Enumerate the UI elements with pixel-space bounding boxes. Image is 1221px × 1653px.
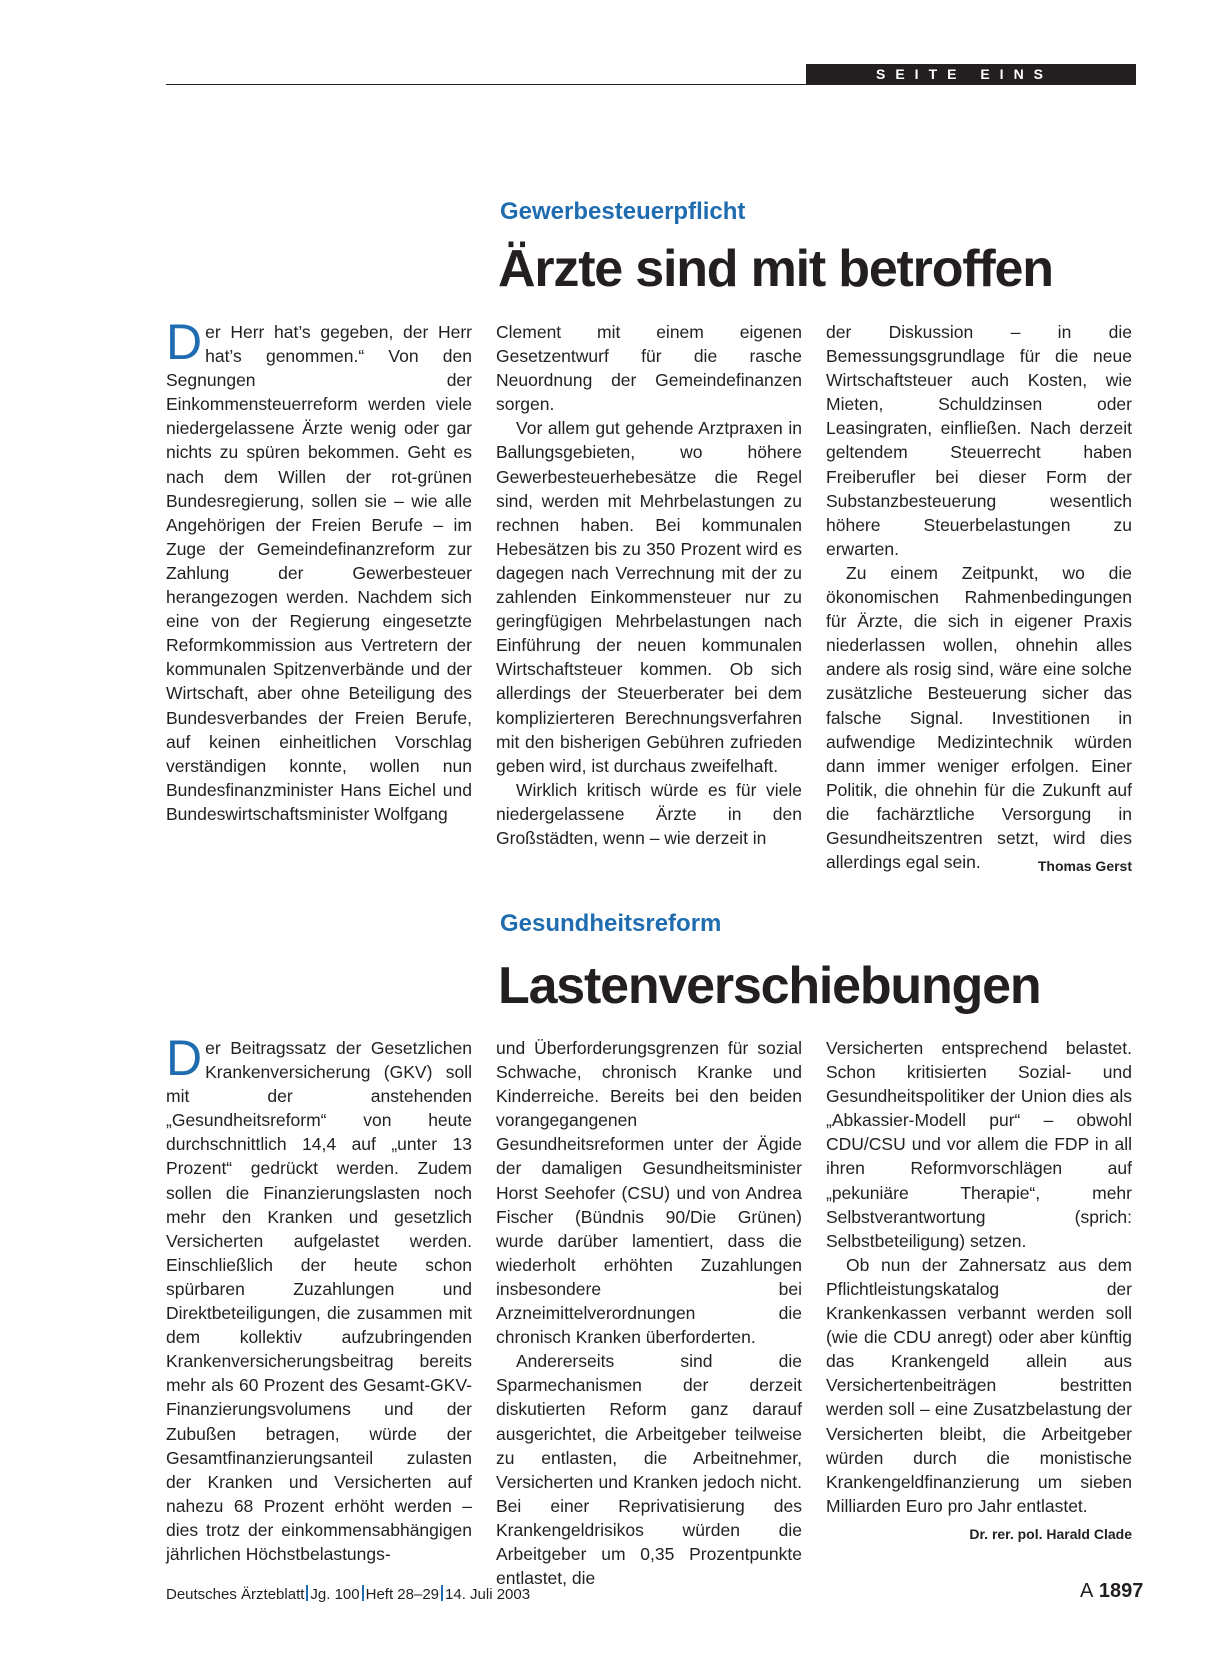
paragraph: Andererseits sind die Sparmechanismen der derzeit diskutierten Reform ganz darauf ausgerichtet, die Arbeitgeber teilweise zu entlasten, die Arbeitnehmer, Versicherten und Kranken jedoch nicht. Bei einer Reprivatisierung des Krankengeldrisikos würden die Arbeitgeber um 0,35 Prozentpunkte entlastet, die (496, 1351, 802, 1589)
volume: Jg. 100 (310, 1586, 360, 1603)
article1-col1-text: er Herr hat’s gegeben, der Herr hat’s genommen.“ Von den Segnungen der Einkommensteuerreform werden viele niedergelassene Ärzte wenig oder gar nichts zu spüren bekommen. Geht es nach dem Willen der rot-grünen Bundesregierung, sollen sie – wie alle Angehörigen der Freien Berufe – im Zuge der Gemeindefinanzreform zur Zahlung der Gewerbesteuer herangezogen werden. Nachdem sich eine von der Regierung eingesetzte Reformkommission aus Vertretern der kommunalen Spitzenverbände und der Wirtschaft, aber ohne Beteiligung des Bundesverbandes der Freien Berufe, auf keinen einheitlichen Vorschlag verständigen konnte, wollen nun Bundesfinanzminister Hans Eichel und Bundeswirtschaftsminister Wolfgang (166, 322, 472, 824)
issue: Heft 28–29 (365, 1586, 440, 1603)
article1-author: Thomas Gerst (1037, 858, 1132, 875)
issue-date: 14. Juli 2003 (445, 1586, 531, 1603)
section-label: SEITE EINS (806, 64, 1136, 85)
article1-column-2 (496, 320, 802, 850)
article2-column-3 (826, 1036, 1132, 1546)
article1-kicker: Gewerbesteuerpflicht (500, 198, 746, 225)
article2-author: Dr. rer. pol. Harald Clade (969, 1525, 1132, 1542)
page-number (1080, 1580, 1143, 1603)
footer-separator (362, 1585, 364, 1601)
footer-citation (166, 1585, 530, 1603)
article2-column-1 (166, 1030, 472, 1566)
article2-dropcap: D (166, 1030, 203, 1086)
article1-column-3 (826, 320, 1132, 878)
journal-name: Deutsches Ärzteblatt (166, 1586, 305, 1603)
paragraph: der Diskussion – in die Bemessungsgrundlage für die neue Wirtschaftsteuer auch Kosten, wie Mieten, Schuldzinsen oder Leasingraten, einfließen. Nach derzeit geltendem Steuerrecht haben Freiberufler bei dieser Form der Substanzbesteuerung wesentlich höhere Steuerbelastungen zu erwarten. (826, 322, 1132, 559)
paragraph: Zu einem Zeitpunkt, wo die ökonomischen Rahmenbedingungen für Ärzte, die sich in eigener Praxis niederlassen wollen, ohnehin alles andere als rosig sind, wäre eine solche zusätzliche Besteuerung sicher das falsche Signal. Investitionen in aufwendige Medizintechnik würden dann immer weniger erfolgen. Einer Politik, die ohnehin für die Zukunft auf die fachärztliche Versorgung in Gesundheitszentren setzt, wird dies allerdings egal sein. (826, 562, 1132, 873)
article2-column-2 (496, 1036, 802, 1590)
article2-headline: Lastenverschiebungen (498, 957, 1041, 1015)
paragraph: und Überforderungsgrenzen für sozial Schwache, chronisch Kranke und Kinderreiche. Bereits bei den beiden vorangegangenen Gesundheitsreformen unter der Ägide der damaligen Gesundheitsminister Horst Seehofer (CSU) und von Andrea Fischer (Bündnis 90/Die Grünen) wurde darüber lamentiert, dass die wiederholt erhöhten Zuzahlungen insbesondere bei Arzneimittelverordnungen die chronisch Kranken überforderten. (496, 1038, 802, 1348)
page-prefix: A (1080, 1580, 1094, 1602)
article1-column-1 (166, 314, 472, 826)
footer-separator (441, 1585, 443, 1601)
article1-headline: Ärzte sind mit betroffen (498, 240, 1053, 298)
paragraph: Wirklich kritisch würde es für viele niedergelassene Ärzte in den Großstädten, wenn – wie derzeit in (496, 779, 802, 848)
footer-separator (306, 1585, 308, 1601)
article2-kicker: Gesundheitsreform (500, 910, 722, 937)
paragraph: Vor allem gut gehende Arztpraxen in Ballungsgebieten, wo höhere Gewerbesteuerhebesätze die Regel sind, werden mit Mehrbelastungen zu rechnen haben. Bei kommunalen Hebesätzen bis zu 350 Prozent wird es dagegen nach Verrechnung mit der zu zahlenden Einkommensteuer nur zu geringfügigen Mehrbelastungen nach Einführung der neuen kommunalen Wirtschaftsteuer kommen. Ob sich allerdings der Steuerberater bei dem komplizierteren Berechnungsverfahren mit den bisherigen Gebühren zufrieden geben wird, ist durchaus zweifelhaft. (496, 418, 802, 776)
article2-col1-text: er Beitragssatz der Gesetzlichen Krankenversicherung (GKV) soll mit der anstehenden „Gesundheitsreform“ von heute durchschnittlich 14,4 auf „unter 13 Prozent“ gedrückt werden. Zudem sollen die Finanzierungslasten noch mehr den Kranken und gesetzlich Versicherten aufgelastet werden. Einschließlich der heute schon spürbaren Zuzahlungen und Direktbeteiligungen, die zusammen mit dem kollektiv aufzubringenden Krankenversicherungsbeitrag bereits mehr als 60 Prozent des Gesamt-GKV-Finanzierungsvolumens und der Zubußen betragen, würde der Gesamtfinanzierungsanteil zulasten der Kranken und Versicherten auf nahezu 68 Prozent erhöht werden – dies trotz der einkommensabhängigen jährlichen Höchstbelastungs- (166, 1038, 472, 1564)
page-number-value: 1897 (1098, 1580, 1144, 1602)
paragraph: Clement mit einem eigenen Gesetzentwurf für die rasche Neuordnung der Gemeindefinanzen sorgen. (496, 322, 802, 415)
paragraph: Versicherten entsprechend belastet. Schon kritisierten Sozial- und Gesundheitspolitiker der Union dies als „Abkassier-Modell pur“ – obwohl CDU/CSU und vor allem die FDP in all ihren Reformvorschlägen auf „pekuniäre Therapie“, mehr Selbstverantwortung (sprich: Selbstbeteiligung) setzen. (826, 1038, 1132, 1251)
paragraph: Ob nun der Zahnersatz aus dem Pflichtleistungskatalog der Krankenkassen verbannt werden soll (wie die CDU anregt) oder aber künftig das Krankengeld allein aus Versichertenbeiträgen bestritten werden soll – eine Zusatzbelastung der Versicherten bleibt, die Arbeitgeber würden durch die monistische Krankengeldfinanzierung um sieben Milliarden Euro pro Jahr entlastet. (826, 1254, 1132, 1516)
article1-dropcap: D (166, 314, 203, 370)
